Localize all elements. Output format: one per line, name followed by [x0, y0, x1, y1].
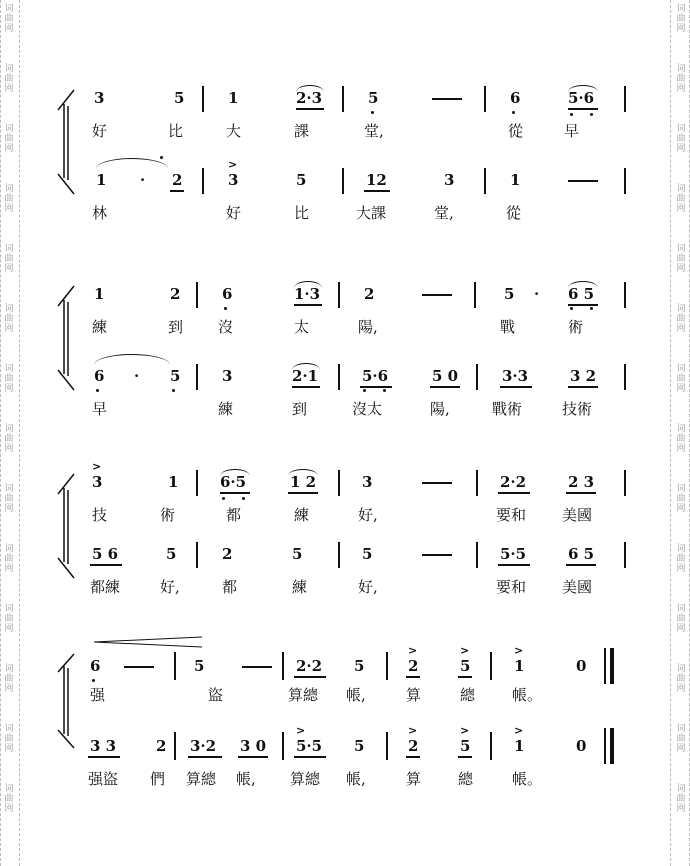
barline — [342, 86, 344, 112]
score-system-1 — [56, 82, 636, 222]
lyric: 好 — [226, 204, 242, 222]
note: 3 — [94, 89, 105, 107]
note: 5 — [174, 89, 185, 107]
barline — [624, 542, 626, 568]
barline — [386, 732, 388, 760]
lyric: 技術 — [562, 400, 593, 418]
accent-mark: > — [408, 644, 418, 657]
dash-hold — [242, 666, 272, 668]
note: 2·2 — [500, 473, 527, 491]
note: 6·5 — [220, 473, 247, 491]
lyric: 算 — [406, 686, 422, 704]
watermark-text: 词 曲 网 — [676, 544, 686, 574]
note: 1 — [514, 657, 525, 675]
dash-hold — [124, 666, 154, 668]
lyric: 技 — [92, 506, 108, 524]
barline — [624, 470, 626, 496]
underline — [568, 386, 598, 388]
lyric: 算 — [406, 770, 422, 788]
note: 5 — [170, 367, 181, 385]
dash-hold — [422, 482, 452, 484]
note: 3 — [228, 171, 239, 189]
barline — [386, 652, 388, 680]
low-octave-dot — [371, 111, 374, 114]
note: 1·3 — [294, 285, 321, 303]
watermark-text: 词 曲 网 — [4, 4, 14, 34]
underline — [296, 108, 324, 110]
lyric: 早 — [564, 122, 580, 140]
dash-hold — [568, 180, 598, 182]
low-octave-dot — [570, 307, 573, 310]
lyric: 大 — [226, 122, 242, 140]
lyric: 陽, — [430, 400, 450, 418]
watermark-text: 词 曲 网 — [676, 64, 686, 94]
lyric: 課 — [294, 122, 310, 140]
watermark-text: 词 曲 网 — [676, 244, 686, 274]
note: 5 6 — [92, 545, 119, 563]
lyric: 總 — [458, 770, 474, 788]
barline — [174, 652, 176, 680]
watermark-text: 词 曲 网 — [4, 544, 14, 574]
final-barline-thin — [604, 728, 606, 764]
watermark-text: 词 曲 网 — [4, 484, 14, 514]
underline — [238, 756, 268, 758]
system-brace — [54, 472, 76, 580]
lyric: 戰術 — [492, 400, 523, 418]
lyric: 都 — [226, 506, 242, 524]
note: 2 3 — [568, 473, 595, 491]
dash-hold — [422, 554, 452, 556]
note: 5·6 — [568, 89, 595, 107]
note: 3 0 — [240, 737, 267, 755]
note: · — [140, 171, 146, 189]
crescendo-hairpin — [94, 636, 204, 648]
underline — [88, 756, 120, 758]
note: 2 — [408, 657, 419, 675]
slur — [292, 363, 320, 370]
system-brace — [54, 284, 76, 392]
lyric: 大課 — [356, 204, 387, 222]
watermark-text: 词 曲 网 — [676, 4, 686, 34]
note: 1 — [168, 473, 179, 491]
watermark-text: 词 曲 网 — [4, 304, 14, 334]
lyric: 帳, — [346, 770, 366, 788]
note: 5 — [354, 737, 365, 755]
note: 2·1 — [292, 367, 319, 385]
lyric: 帳, — [236, 770, 256, 788]
lyric: 陽, — [358, 318, 378, 336]
barline — [202, 168, 204, 194]
barline — [202, 86, 204, 112]
watermark-text: 词 曲 网 — [676, 484, 686, 514]
watermark-text: 词 曲 网 — [4, 724, 14, 754]
lyric: 都練 — [90, 578, 121, 596]
note: 5 — [194, 657, 205, 675]
barline — [282, 652, 284, 680]
watermark-text: 词 曲 网 — [4, 124, 14, 154]
note: 2 — [156, 737, 167, 755]
note: 5 — [362, 545, 373, 563]
note: 1 — [96, 171, 107, 189]
underline — [294, 676, 326, 678]
note: 5 — [354, 657, 365, 675]
underline — [288, 492, 318, 494]
watermark-text: 词 曲 网 — [4, 184, 14, 214]
note: 5·5 — [500, 545, 527, 563]
lyric: 强 — [90, 686, 106, 704]
note: 1 — [510, 171, 521, 189]
accent-mark: > — [408, 724, 418, 737]
low-octave-dot — [590, 113, 593, 116]
slur — [94, 354, 170, 365]
high-octave-dot — [160, 156, 163, 159]
score-system-4 — [56, 646, 636, 806]
slur — [294, 281, 322, 288]
underline — [500, 386, 532, 388]
lyric: 到 — [292, 400, 308, 418]
note: 6 5 — [568, 285, 595, 303]
note: 6 — [222, 285, 233, 303]
watermark-text: 词 曲 网 — [676, 364, 686, 394]
watermark-text: 词 曲 网 — [4, 244, 14, 274]
barline — [174, 732, 176, 760]
watermark-text: 词 曲 网 — [676, 424, 686, 454]
watermark-text: 词 曲 网 — [4, 784, 14, 814]
barline — [196, 470, 198, 496]
lyric: 從 — [508, 122, 524, 140]
lyric: 練 — [292, 578, 308, 596]
watermark-text: 词 曲 网 — [676, 784, 686, 814]
watermark-text: 词 曲 网 — [4, 424, 14, 454]
accent-mark: > — [460, 724, 470, 737]
slur — [568, 281, 598, 288]
lyric: 堂, — [364, 122, 384, 140]
lyric: 都 — [222, 578, 238, 596]
note: 6 5 — [568, 545, 595, 563]
note: 12 — [366, 171, 387, 189]
underline — [90, 564, 122, 566]
lyric: 沒太 — [352, 400, 383, 418]
watermark-text: 词 曲 网 — [4, 604, 14, 634]
lyric: 沒 — [218, 318, 234, 336]
note: 6 — [94, 367, 105, 385]
score-system-2 — [56, 278, 636, 418]
underline — [566, 564, 596, 566]
barline — [196, 542, 198, 568]
barline — [484, 168, 486, 194]
low-octave-dot — [590, 307, 593, 310]
underline — [364, 190, 390, 192]
underline — [188, 756, 222, 758]
barline — [476, 364, 478, 390]
underline — [458, 676, 472, 678]
watermark-text: 词 曲 网 — [676, 184, 686, 214]
low-octave-dot — [96, 389, 99, 392]
underline — [292, 386, 320, 388]
lyric: 總 — [460, 686, 476, 704]
lyric: 算總 — [288, 686, 319, 704]
barline — [342, 168, 344, 194]
note: 0 — [576, 657, 587, 675]
dash-hold — [422, 294, 452, 296]
low-octave-dot — [172, 389, 175, 392]
underline — [220, 492, 250, 494]
underline — [360, 386, 392, 388]
lyric: 練 — [294, 506, 310, 524]
barline — [196, 364, 198, 390]
lyric: 練 — [92, 318, 108, 336]
note: 5 — [296, 171, 307, 189]
note: 5 — [504, 285, 515, 303]
lyric: 比 — [168, 122, 184, 140]
underline — [568, 304, 598, 306]
lyric: 好, — [160, 578, 180, 596]
note: 0 — [576, 737, 587, 755]
barline — [490, 652, 492, 680]
lyric: 要和 — [496, 578, 527, 596]
watermark-text: 词 曲 网 — [676, 124, 686, 154]
lyric: 練 — [218, 400, 234, 418]
slur — [96, 158, 168, 169]
watermark-text: 词 曲 网 — [676, 604, 686, 634]
watermark-text: 词 曲 网 — [4, 64, 14, 94]
watermark-text: 词 曲 网 — [676, 664, 686, 694]
underline — [406, 756, 420, 758]
accent-mark: > — [514, 724, 524, 737]
note: 5 — [460, 737, 471, 755]
barline — [624, 86, 626, 112]
note: 2·3 — [296, 89, 323, 107]
lyric: 帳。 — [512, 770, 543, 788]
slur — [288, 469, 318, 476]
barline — [476, 542, 478, 568]
final-barline-thick — [610, 648, 614, 684]
note: 3·3 — [502, 367, 529, 385]
note: 2 — [408, 737, 419, 755]
lyric: 術 — [160, 506, 176, 524]
low-octave-dot — [224, 307, 227, 310]
barline — [624, 282, 626, 308]
barline — [624, 364, 626, 390]
underline — [458, 756, 472, 758]
barline — [338, 470, 340, 496]
lyric: 早 — [92, 400, 108, 418]
watermark-text: 词 曲 网 — [676, 724, 686, 754]
slur — [296, 85, 324, 92]
barline — [624, 168, 626, 194]
system-brace — [54, 652, 76, 750]
note: 3 2 — [570, 367, 597, 385]
note: 1 2 — [290, 473, 317, 491]
lyric: 美國 — [562, 578, 593, 596]
note: 2 — [364, 285, 375, 303]
lyric: 算總 — [290, 770, 321, 788]
note: 5·6 — [362, 367, 389, 385]
note: · — [134, 367, 140, 385]
note: 3 — [362, 473, 373, 491]
underline — [294, 304, 322, 306]
note: 2 — [170, 285, 181, 303]
underline — [566, 492, 596, 494]
note: 5 — [166, 545, 177, 563]
underline — [294, 756, 326, 758]
slur — [220, 469, 250, 476]
underline — [406, 676, 420, 678]
barline — [338, 282, 340, 308]
note: 5 0 — [432, 367, 459, 385]
lyric: 美國 — [562, 506, 593, 524]
note: 3 — [222, 367, 233, 385]
note: 2 — [222, 545, 233, 563]
system-brace — [54, 88, 76, 196]
barline — [282, 732, 284, 760]
barline — [490, 732, 492, 760]
final-barline-thick — [610, 728, 614, 764]
note: 1 — [94, 285, 105, 303]
lyric: 堂, — [434, 204, 454, 222]
accent-mark: > — [296, 724, 306, 737]
note: 5 — [292, 545, 303, 563]
note: 3 — [444, 171, 455, 189]
note: 2 — [172, 171, 183, 189]
accent-mark: > — [228, 158, 238, 171]
note: 3 — [92, 473, 103, 491]
lyric: 好 — [92, 122, 108, 140]
note: 2·2 — [296, 657, 323, 675]
low-octave-dot — [512, 111, 515, 114]
note: 3·2 — [190, 737, 217, 755]
barline — [474, 282, 476, 308]
barline — [338, 364, 340, 390]
final-barline-thin — [604, 648, 606, 684]
note: 1 — [514, 737, 525, 755]
note: 1 — [228, 89, 239, 107]
note: 5 — [368, 89, 379, 107]
dash-hold — [432, 98, 462, 100]
low-octave-dot — [570, 113, 573, 116]
lyric: 要和 — [496, 506, 527, 524]
lyric: 帳。 — [512, 686, 543, 704]
barline — [338, 542, 340, 568]
note: · — [534, 285, 540, 303]
accent-mark: > — [514, 644, 524, 657]
lyric: 帳, — [346, 686, 366, 704]
barline — [476, 470, 478, 496]
lyric: 强盜 — [88, 770, 119, 788]
lyric: 盜 — [208, 686, 224, 704]
low-octave-dot — [92, 679, 95, 682]
watermark-text: 词 曲 网 — [4, 664, 14, 694]
note: 6 — [510, 89, 521, 107]
lyric: 戰 — [500, 318, 516, 336]
low-octave-dot — [242, 497, 245, 500]
note: 3 3 — [90, 737, 117, 755]
note: 6 — [90, 657, 101, 675]
accent-mark: > — [460, 644, 470, 657]
barline — [484, 86, 486, 112]
accent-mark: > — [92, 460, 102, 473]
lyric: 從 — [506, 204, 522, 222]
slur — [568, 85, 598, 92]
low-octave-dot — [363, 389, 366, 392]
note: 5 — [460, 657, 471, 675]
lyric: 好, — [358, 578, 378, 596]
low-octave-dot — [222, 497, 225, 500]
score-system-3 — [56, 460, 636, 606]
note: 5·5 — [296, 737, 323, 755]
lyric: 術 — [568, 318, 584, 336]
watermark-text: 词 曲 网 — [4, 364, 14, 394]
underline — [430, 386, 460, 388]
lyric: 林 — [92, 204, 108, 222]
lyric: 太 — [294, 318, 310, 336]
low-octave-dot — [383, 389, 386, 392]
underline — [498, 564, 530, 566]
lyric: 比 — [294, 204, 310, 222]
lyric: 到 — [168, 318, 184, 336]
barline — [196, 282, 198, 308]
lyric: 好, — [358, 506, 378, 524]
underline — [498, 492, 530, 494]
underline — [568, 108, 598, 110]
underline — [170, 190, 184, 192]
lyric: 們 — [150, 770, 166, 788]
watermark-text: 词 曲 网 — [676, 304, 686, 334]
lyric: 算總 — [186, 770, 217, 788]
